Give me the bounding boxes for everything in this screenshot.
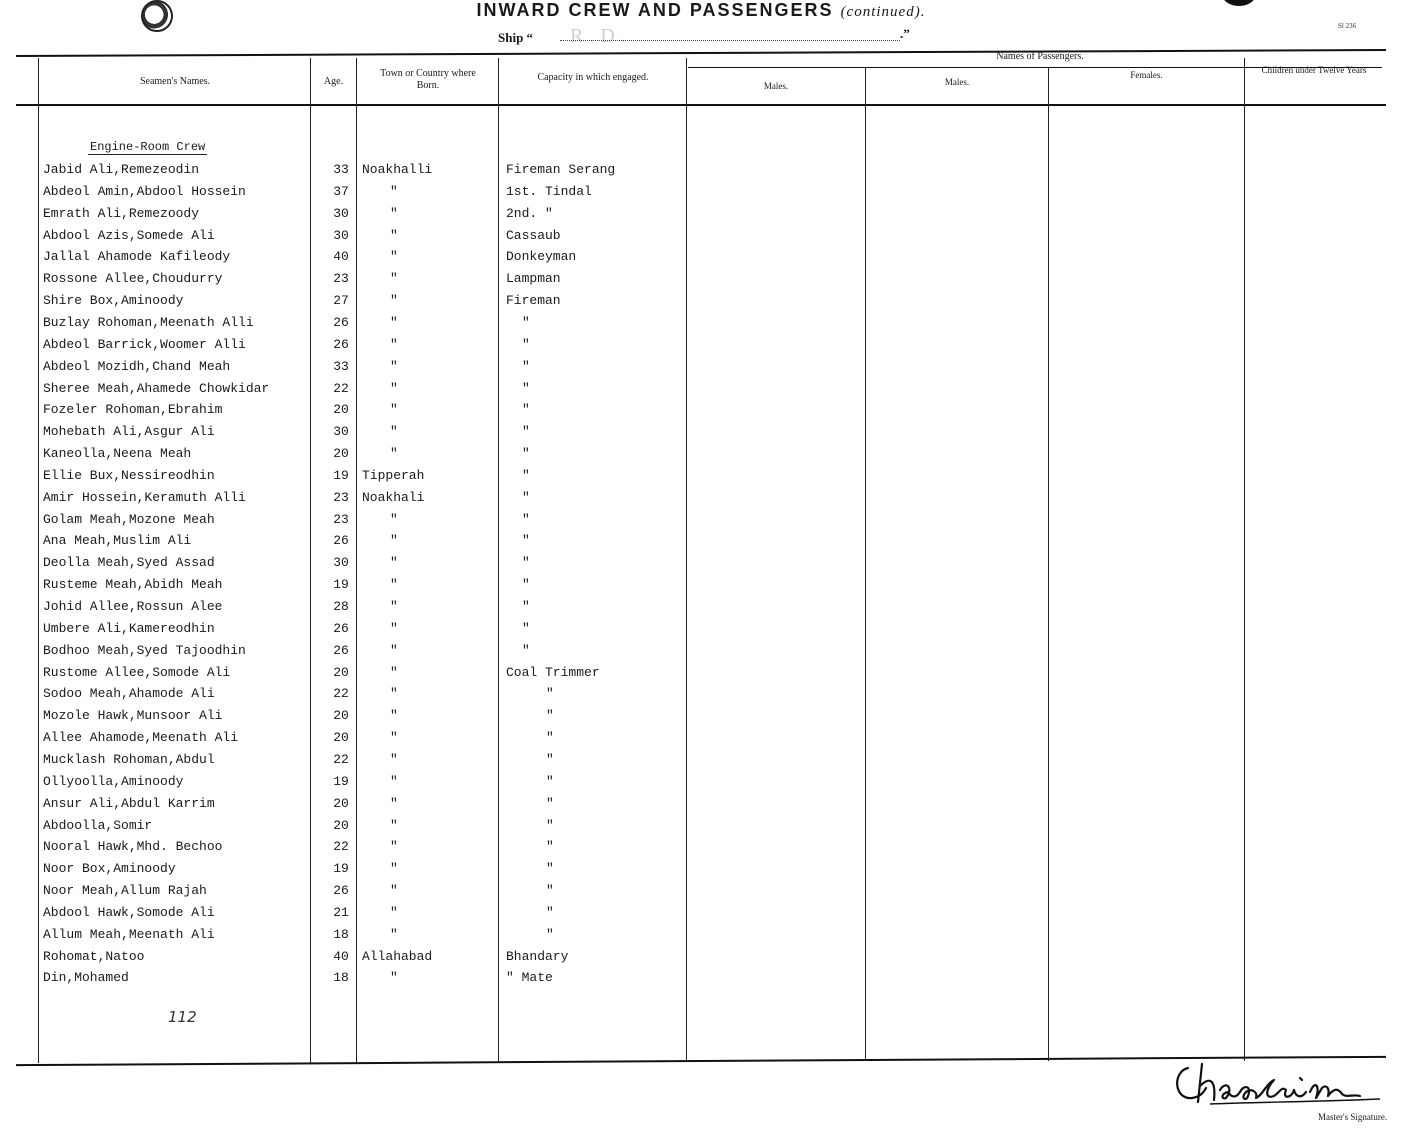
crew-age: 30 (333, 206, 349, 221)
crew-age: 37 (333, 184, 349, 199)
crew-town: " (390, 293, 398, 308)
crew-name: Allee Ahamode,Meenath Ali (43, 730, 239, 745)
crew-town: " (390, 555, 398, 570)
crew-row (0, 293, 1402, 313)
crew-capacity: Fireman (506, 293, 561, 308)
crew-row (0, 271, 1402, 291)
crew-name: Abdool Azis,Somede Ali (43, 228, 215, 243)
crew-name: Johid Allee,Rossun Alee (43, 599, 223, 614)
crew-age: 26 (333, 533, 349, 548)
crew-capacity: " (546, 861, 554, 876)
title-suffix: (continued). (840, 4, 926, 20)
crew-capacity: " (522, 577, 530, 592)
crew-town: " (390, 533, 398, 548)
crew-row (0, 665, 1402, 685)
crew-row (0, 490, 1402, 510)
crew-town: " (390, 839, 398, 854)
crew-name: Deolla Meah,Syed Assad (43, 555, 215, 570)
crew-age: 26 (333, 883, 349, 898)
crew-age: 18 (333, 927, 349, 942)
crew-town: " (390, 621, 398, 636)
crew-name: Mucklash Rohoman,Abdul (43, 752, 215, 767)
crew-age: 26 (333, 621, 349, 636)
header-age: Age. (323, 76, 344, 87)
crew-town: " (390, 818, 398, 833)
crew-row (0, 774, 1402, 794)
crew-row (0, 970, 1402, 990)
crew-town: Tipperah (362, 468, 425, 483)
header-females: Females. (1130, 70, 1163, 80)
crew-name: Rusteme Meah,Abidh Meah (43, 577, 223, 592)
crew-age: 23 (333, 512, 349, 527)
crew-capacity: Fireman Serang (506, 162, 616, 177)
crew-capacity: " (522, 621, 530, 636)
crew-town: " (390, 927, 398, 942)
crew-town: " (390, 796, 398, 811)
page-title (0, 0, 1402, 21)
crew-town: Noakhalli (362, 162, 433, 177)
crew-name: Ana Meah,Muslim Ali (43, 533, 192, 548)
crew-capacity: " (522, 381, 530, 396)
crew-age: 20 (333, 665, 349, 680)
crew-capacity: " Mate (506, 970, 553, 985)
crew-row (0, 337, 1402, 357)
crew-age: 27 (333, 293, 349, 308)
crew-row (0, 249, 1402, 269)
crew-capacity: Coal Trimmer (506, 665, 600, 680)
crew-name: Amir Hossein,Keramuth Alli (43, 490, 246, 505)
crew-age: 22 (333, 381, 349, 396)
crew-town: " (390, 883, 398, 898)
crew-name: Nooral Hawk,Mhd. Bechoo (43, 839, 223, 854)
crew-row (0, 228, 1402, 248)
crew-town: " (390, 643, 398, 658)
crew-age: 22 (333, 839, 349, 854)
crew-row (0, 599, 1402, 619)
crew-age: 26 (333, 337, 349, 352)
crew-capacity: Lampman (506, 271, 561, 286)
crew-row (0, 446, 1402, 466)
crew-age: 26 (333, 315, 349, 330)
crew-row (0, 796, 1402, 816)
crew-name: Ansur Ali,Abdul Karrim (43, 796, 215, 811)
crew-capacity: " (546, 752, 554, 767)
crew-row (0, 643, 1402, 663)
crew-row (0, 424, 1402, 444)
crew-capacity: 2nd. " (506, 206, 553, 221)
crew-age: 30 (333, 424, 349, 439)
crew-town: " (390, 752, 398, 767)
crew-age: 40 (333, 949, 349, 964)
handwritten-count: 112 (168, 1008, 197, 1026)
crew-age: 22 (333, 686, 349, 701)
crew-row (0, 468, 1402, 488)
crew-capacity: " (522, 446, 530, 461)
crew-age: 33 (333, 359, 349, 374)
master-signature (1170, 1058, 1390, 1113)
crew-town: " (390, 861, 398, 876)
crew-name: Ellie Bux,Nessireodhin (43, 468, 215, 483)
crew-name: Fozeler Rohoman,Ebrahim (43, 402, 223, 417)
crew-name: Mohebath Ali,Asgur Ali (43, 424, 215, 439)
crew-row (0, 206, 1402, 226)
crew-row (0, 533, 1402, 553)
crew-capacity: " (522, 490, 530, 505)
crew-town: " (390, 730, 398, 745)
crew-town: " (390, 424, 398, 439)
crew-name: Jabid Ali,Remezeodin (43, 162, 200, 177)
crew-row (0, 949, 1402, 969)
crew-name: Noor Box,Aminoody (43, 861, 176, 876)
crew-name: Buzlay Rohoman,Meenath Alli (43, 315, 254, 330)
crew-name: Rohomat,Natoo (43, 949, 145, 964)
crew-age: 23 (333, 490, 349, 505)
header-children: Children under Twelve Years (1261, 65, 1367, 75)
header-town: Town or Country where Born. (380, 68, 476, 91)
crew-row (0, 577, 1402, 597)
ship-name-value: R.D. (570, 25, 632, 47)
crew-row (0, 315, 1402, 335)
crew-name: Mozole Hawk,Munsoor Ali (43, 708, 223, 723)
header-passengers-group: Names of Passengers. (996, 51, 1084, 62)
crew-capacity: " (522, 359, 530, 374)
header-males-1: Males. (763, 81, 789, 91)
crew-town: " (390, 206, 398, 221)
crew-row (0, 184, 1402, 204)
crew-age: 18 (333, 970, 349, 985)
crew-capacity: Donkeyman (506, 249, 577, 264)
crew-age: 26 (333, 643, 349, 658)
crew-row (0, 883, 1402, 903)
crew-town: " (390, 271, 398, 286)
crew-capacity: " (522, 337, 530, 352)
crew-name: Golam Meah,Mozone Meah (43, 512, 215, 527)
crew-name: Rustome Allee,Somode Ali (43, 665, 231, 680)
ship-label: Ship “ (498, 30, 534, 45)
crew-age: 22 (333, 752, 349, 767)
crew-age: 19 (333, 577, 349, 592)
crew-capacity: " (522, 555, 530, 570)
crew-capacity: " (522, 512, 530, 527)
crew-town: " (390, 686, 398, 701)
crew-capacity: " (546, 818, 554, 833)
crew-town: " (390, 402, 398, 417)
crew-row (0, 730, 1402, 750)
crew-name: Emrath Ali,Remezoody (43, 206, 200, 221)
crew-row (0, 752, 1402, 772)
crew-town: " (390, 228, 398, 243)
crew-row (0, 861, 1402, 881)
crew-capacity: " (546, 905, 554, 920)
header-capacity: Capacity in which engaged. (537, 72, 649, 83)
crew-age: 20 (333, 796, 349, 811)
header-names: Seamen's Names. (139, 76, 211, 87)
crew-row (0, 621, 1402, 641)
crew-name: Abdool Hawk,Somode Ali (43, 905, 215, 920)
crew-town: " (390, 970, 398, 985)
crew-capacity: " (546, 796, 554, 811)
crew-row (0, 708, 1402, 728)
crew-age: 23 (333, 271, 349, 286)
form-number: Sl 236 (1338, 22, 1357, 30)
crew-age: 19 (333, 861, 349, 876)
crew-town: " (390, 599, 398, 614)
crew-capacity: Bhandary (506, 949, 569, 964)
crew-row (0, 512, 1402, 532)
crew-row (0, 359, 1402, 379)
crew-name: Sodoo Meah,Ahamode Ali (43, 686, 215, 701)
crew-name: Shire Box,Aminoody (43, 293, 184, 308)
crew-row (0, 402, 1402, 422)
crew-age: 20 (333, 446, 349, 461)
crew-capacity: " (522, 468, 530, 483)
crew-town: " (390, 446, 398, 461)
crew-town: " (390, 905, 398, 920)
crew-name: Allum Meah,Meenath Ali (43, 927, 215, 942)
header-males-2: Males. (944, 77, 970, 87)
crew-town: " (390, 512, 398, 527)
crew-row (0, 381, 1402, 401)
title-text: INWARD CREW AND PASSENGERS (476, 0, 834, 20)
crew-name: Abdoolla,Somir (43, 818, 153, 833)
crew-age: 30 (333, 228, 349, 243)
crew-age: 20 (333, 730, 349, 745)
crew-age: 40 (333, 249, 349, 264)
crew-name: Abdeol Barrick,Woomer Alli (43, 337, 246, 352)
crew-town: " (390, 337, 398, 352)
crew-age: 20 (333, 708, 349, 723)
crew-capacity: " (546, 774, 554, 789)
crew-row (0, 555, 1402, 575)
crew-age: 20 (333, 818, 349, 833)
signature-label: Master's Signature. (1318, 1112, 1388, 1122)
crew-town: Noakhali (362, 490, 425, 505)
crew-name: Sheree Meah,Ahamede Chowkidar (43, 381, 270, 396)
crew-capacity: " (522, 533, 530, 548)
crew-capacity: " (522, 643, 530, 658)
crew-row (0, 162, 1402, 182)
crew-age: 33 (333, 162, 349, 177)
crew-row (0, 686, 1402, 706)
crew-town: Allahabad (362, 949, 433, 964)
crew-capacity: " (546, 883, 554, 898)
crew-name: Din,Mohamed (43, 970, 129, 985)
section-title: Engine-Room Crew (90, 140, 206, 154)
crew-town: " (390, 381, 398, 396)
crew-town: " (390, 774, 398, 789)
crew-name: Bodhoo Meah,Syed Tajoodhin (43, 643, 246, 658)
crew-age: 19 (333, 774, 349, 789)
crew-town: " (390, 577, 398, 592)
crew-capacity: Cassaub (506, 228, 561, 243)
crew-row (0, 818, 1402, 838)
crew-capacity: " (546, 686, 554, 701)
crew-name: Noor Meah,Allum Rajah (43, 883, 207, 898)
crew-town: " (390, 315, 398, 330)
crew-capacity: " (522, 315, 530, 330)
header-bottom-rule (16, 104, 1386, 106)
crew-row (0, 839, 1402, 859)
crew-name: Rossone Allee,Choudurry (43, 271, 223, 286)
crew-town: " (390, 665, 398, 680)
ship-name-line (560, 40, 900, 41)
crew-row (0, 905, 1402, 925)
crew-age: 21 (333, 905, 349, 920)
crew-age: 19 (333, 468, 349, 483)
crew-capacity: " (522, 599, 530, 614)
crew-town: " (390, 708, 398, 723)
crew-town: " (390, 359, 398, 374)
ship-close: .” (900, 26, 910, 41)
crew-capacity: " (546, 730, 554, 745)
crew-row (0, 927, 1402, 947)
crew-capacity: 1st. Tindal (506, 184, 592, 199)
crew-name: Abdeol Amin,Abdool Hossein (43, 184, 246, 199)
crew-age: 30 (333, 555, 349, 570)
crew-capacity: " (522, 402, 530, 417)
crew-name: Kaneolla,Neena Meah (43, 446, 192, 461)
crew-capacity: " (546, 927, 554, 942)
crew-capacity: " (546, 708, 554, 723)
crew-name: Umbere Ali,Kamereodhin (43, 621, 215, 636)
crew-name: Ollyoolla,Aminoody (43, 774, 184, 789)
crew-name: Jallal Ahamode Kafileody (43, 249, 231, 264)
crew-age: 28 (333, 599, 349, 614)
crew-capacity: " (546, 839, 554, 854)
crew-age: 20 (333, 402, 349, 417)
crew-town: " (390, 249, 398, 264)
crew-capacity: " (522, 424, 530, 439)
crew-town: " (390, 184, 398, 199)
crew-name: Abdeol Mozidh,Chand Meah (43, 359, 231, 374)
